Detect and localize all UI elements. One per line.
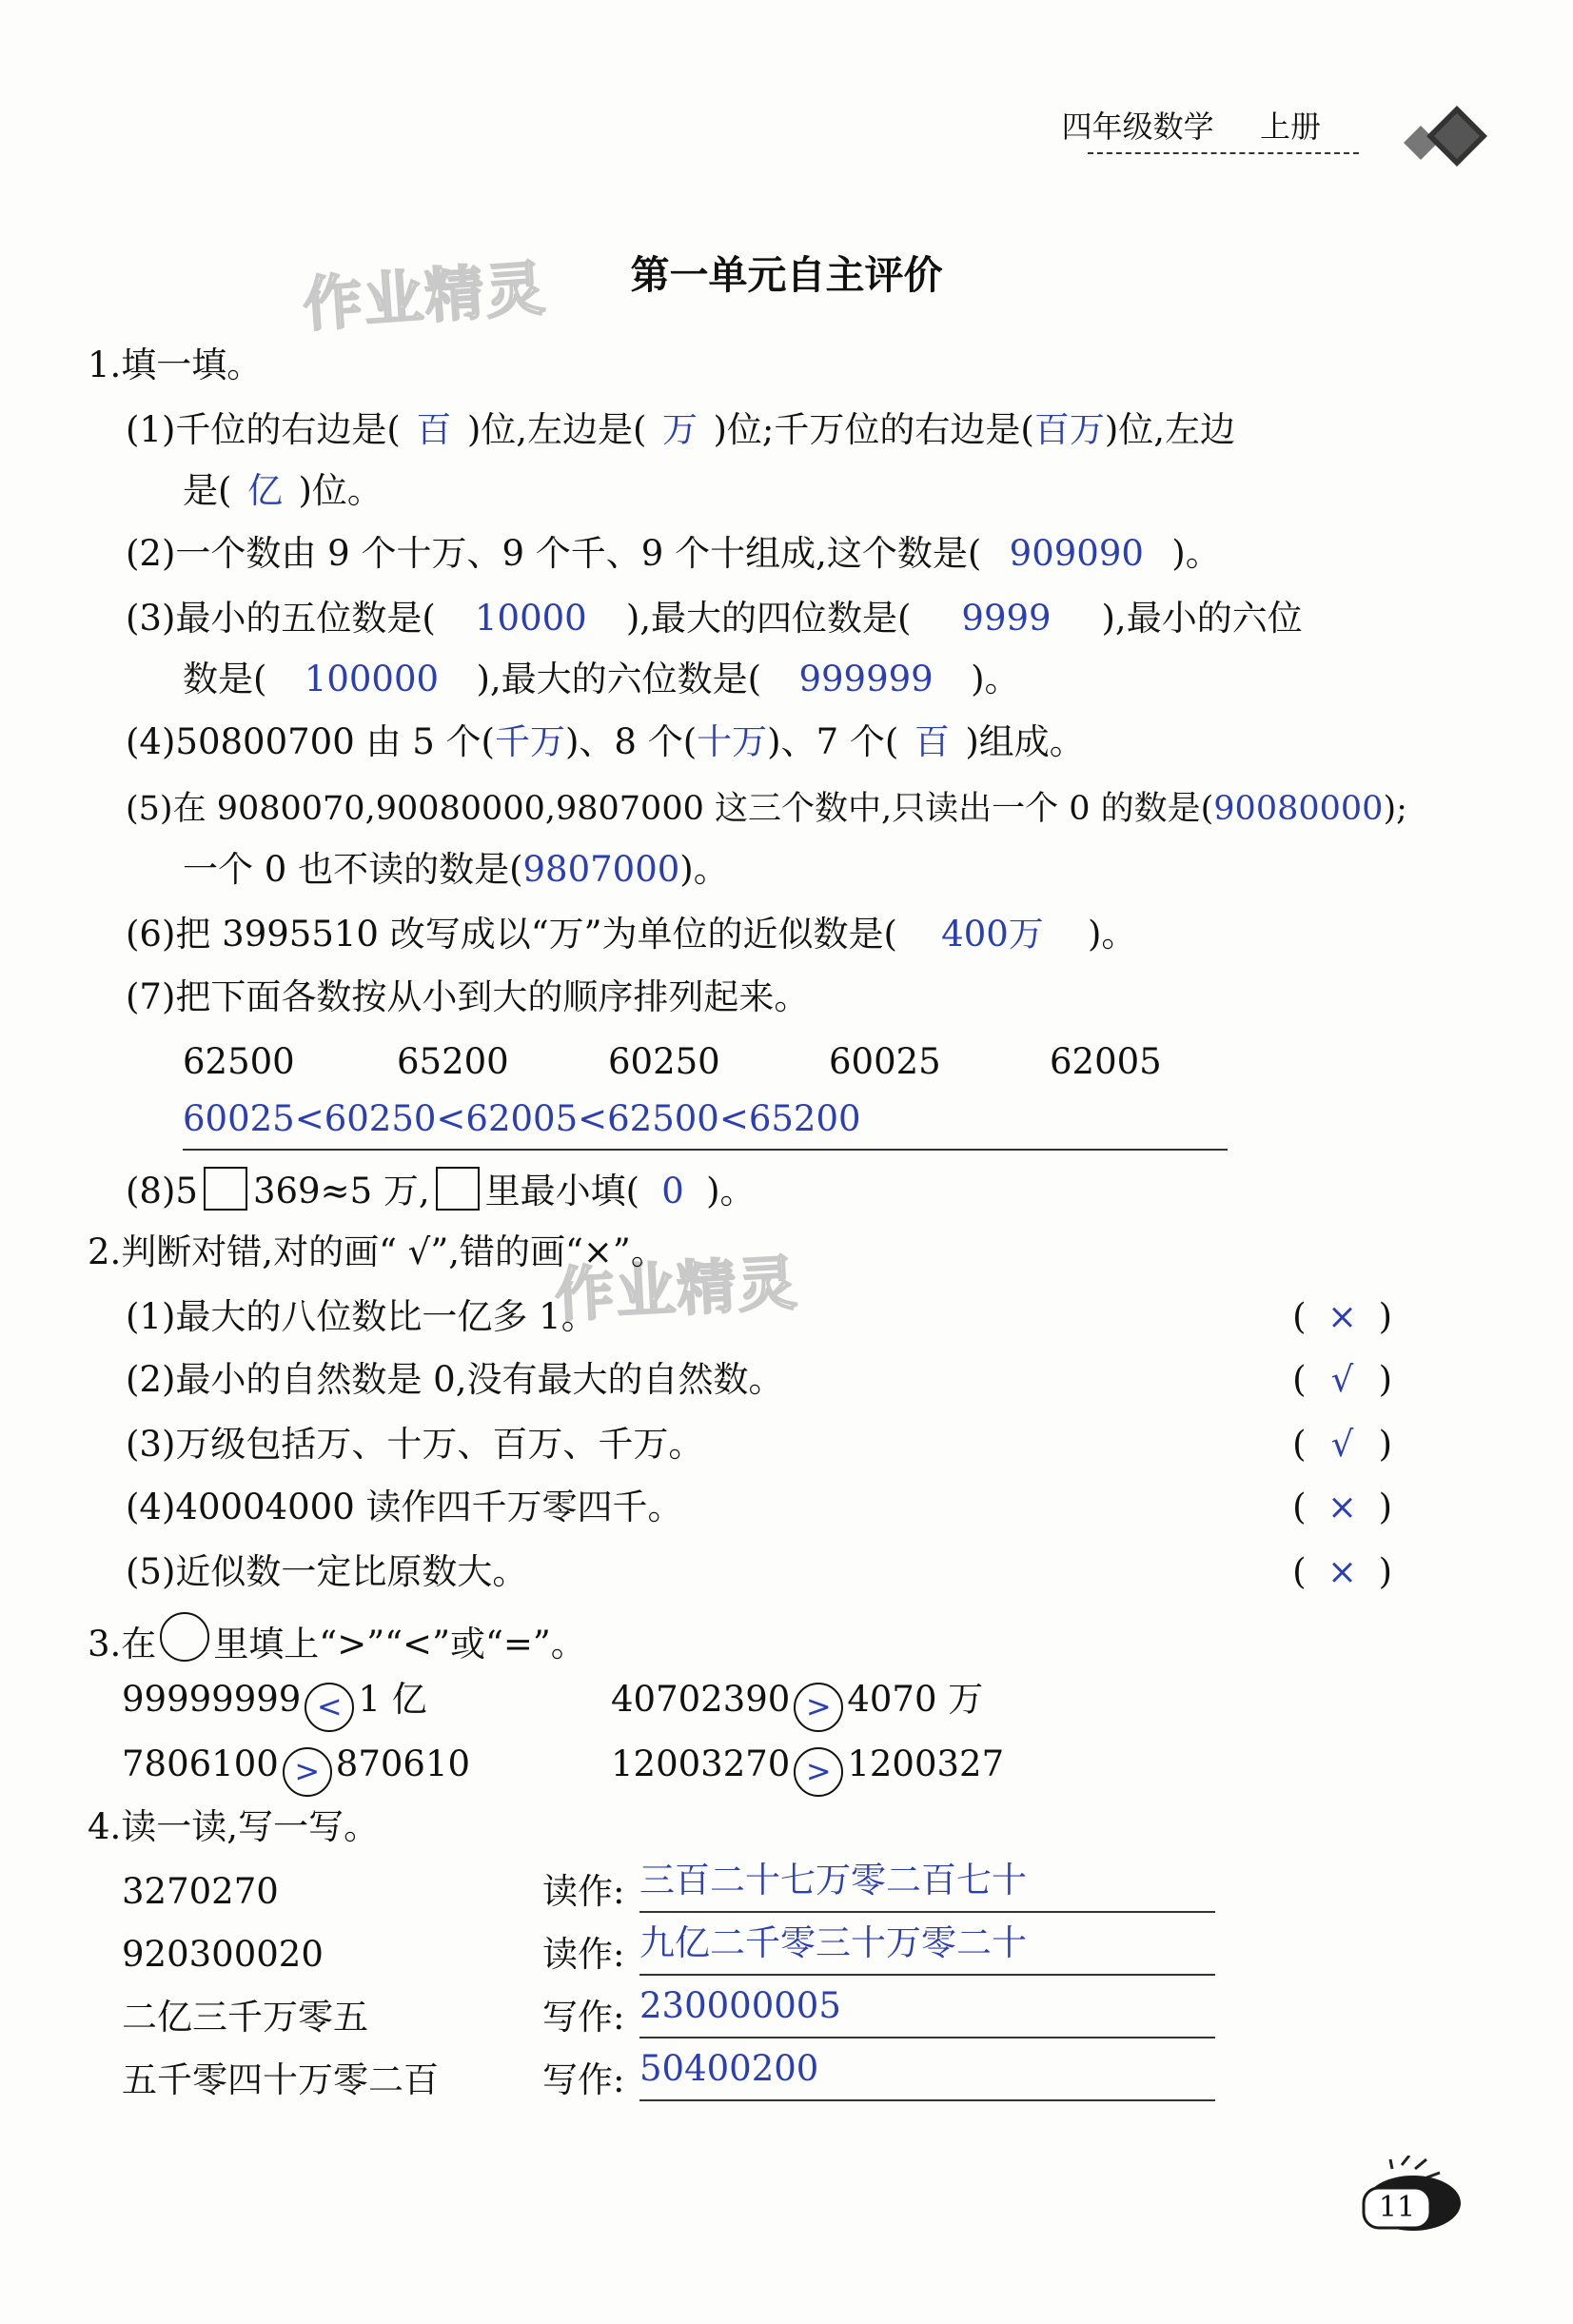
q1-item-8: (8)5 369≈5 万, 里最小填( 0 )。 (126, 1167, 756, 1214)
judge-item-4: (4)40004000 读作四千万零四千。 (126, 1487, 683, 1527)
answer: 十万 (697, 721, 768, 762)
answer: 999999 (798, 659, 934, 699)
compare-sign: < (305, 1683, 354, 1732)
answer: 400万 (941, 914, 1044, 955)
page-number-badge (1347, 2156, 1465, 2232)
blank-box (436, 1167, 480, 1211)
judge-item-3: (3)万级包括万、十万、百万、千万。 (126, 1424, 704, 1465)
answer-underline (639, 2037, 1215, 2038)
answer: 千万 (495, 721, 565, 762)
q4-number: 五千零四十万零二百 (122, 2059, 439, 2100)
judge-item-1: (1)最大的八位数比一亿多 1。 (126, 1296, 597, 1337)
answer: 90080000 (1213, 790, 1384, 828)
q4-number: 二亿三千万零五 (122, 1997, 368, 2038)
number: 65200 (397, 1041, 509, 1082)
number: 62005 (1050, 1041, 1162, 1082)
compare-sign: > (283, 1747, 332, 1797)
page-title: 第一单元自主评价 (630, 252, 943, 298)
q1-item-3-cont: 数是( 100000 ),最大的六位数是( 999999 )。 (183, 657, 1020, 702)
q1-item-1: (1)千位的右边是( 百 )位,左边是( 万 )位;千万位的右边是(百万)位,左边 (126, 407, 1235, 453)
number: 60250 (608, 1041, 720, 1082)
answer: 0 (661, 1171, 684, 1211)
q4-label: 读作: (542, 1934, 625, 1975)
q4-label: 写作: (542, 2059, 625, 2100)
judge-mark-5: ( × ) (1292, 1551, 1392, 1592)
q4-label: 写作: (542, 1997, 625, 2038)
q3-heading: 3.在 里填上“>”“<”或“=”。 (88, 1612, 586, 1667)
q4-answer: 三百二十七万零二百七十 (639, 1860, 1027, 1901)
q4-answer: 50400200 (639, 2048, 819, 2089)
answer-underline (639, 2099, 1215, 2101)
q1-item-3: (3)最小的五位数是( 10000 ),最大的四位数是( 9999 ),最小的六位 (126, 596, 1303, 641)
header-underline (1088, 152, 1359, 154)
page-number: 11 (1378, 2191, 1416, 2224)
number: 62500 (183, 1041, 295, 1082)
diamond-decoration-icon (1385, 90, 1499, 176)
q4-heading: 4.读一读,写一写。 (88, 1806, 380, 1847)
q1-item-1-cont: 是( 亿 )位。 (183, 468, 383, 514)
book-volume: 上册 (1259, 108, 1321, 145)
q1-item-5: (5)在 9080070,90080000,9807000 这三个数中,只读出一个 0 的数是(90080000); (126, 790, 1407, 828)
judge-item-2: (2)最小的自然数是 0,没有最大的自然数。 (126, 1359, 784, 1400)
answer: 9807000 (522, 849, 680, 890)
compare-sign: > (794, 1683, 843, 1732)
q4-number: 920300020 (122, 1934, 324, 1975)
answer: 9999 (961, 598, 1052, 639)
answer: 100000 (304, 659, 440, 699)
q1-heading: 1.填一填。 (88, 345, 263, 385)
q4-answer: 230000005 (639, 1985, 841, 2026)
answer: 10000 (475, 598, 587, 639)
compare-item-2: 40702390 > 4070 万 (611, 1677, 983, 1732)
judge-mark-4: ( × ) (1292, 1487, 1392, 1527)
judge-mark-3: ( √ ) (1292, 1424, 1392, 1465)
answer-underline (639, 1911, 1215, 1913)
answer: 百 (914, 721, 950, 762)
answer: 百 (416, 409, 452, 450)
answer: 909090 (1009, 533, 1144, 574)
q1-item-4: (4)50800700 由 5 个(千万)、8 个(十万)、7 个( 百 )组成。 (126, 719, 1085, 765)
q4-answer: 九亿二千零三十万零二十 (639, 1922, 1027, 1963)
q1-item-5-cont: 一个 0 也不读的数是(9807000)。 (183, 849, 729, 890)
compare-item-4: 12003270 > 1200327 (611, 1742, 1004, 1797)
answer: 亿 (246, 470, 283, 511)
q4-number: 3270270 (122, 1871, 279, 1912)
number-row (183, 1039, 1162, 1085)
book-title: 四年级数学 (1061, 108, 1214, 145)
q1-item-6: (6)把 3995510 改写成以“万”为单位的近似数是( 400万 )。 (126, 912, 1136, 957)
judge-mark-2: ( √ ) (1292, 1359, 1392, 1400)
q1-item-7: (7)把下面各数按从小到大的顺序排列起来。 (126, 976, 810, 1017)
watermark: 作业精灵 (301, 253, 549, 340)
q4-label: 读作: (542, 1871, 625, 1912)
book-header (1062, 103, 1321, 147)
q2-heading: 2.判断对错,对的画“ √”,错的画“×”。 (88, 1231, 666, 1272)
compare-item-1: 99999999 < 1 亿 (122, 1677, 427, 1732)
answer: 百万 (1033, 409, 1105, 450)
blank-circle (160, 1612, 209, 1662)
judge-item-5: (5)近似数一定比原数大。 (126, 1551, 528, 1592)
number: 60025 (829, 1041, 941, 1082)
answer-underline (639, 1974, 1215, 1976)
judge-mark-1: ( × ) (1292, 1296, 1392, 1337)
answer: 万 (662, 409, 698, 450)
blank-box (204, 1167, 247, 1211)
compare-item-3: 7806100 > 870610 (122, 1742, 470, 1797)
answer-underline (183, 1149, 1228, 1151)
watermark: 作业精灵 (553, 1248, 801, 1330)
order-answer: 60025<60250<62005<62500<65200 (183, 1098, 861, 1139)
compare-sign: > (794, 1747, 843, 1797)
q1-item-2: (2)一个数由 9 个十万、9 个千、9 个十组成,这个数是( 909090 )。 (126, 531, 1221, 577)
